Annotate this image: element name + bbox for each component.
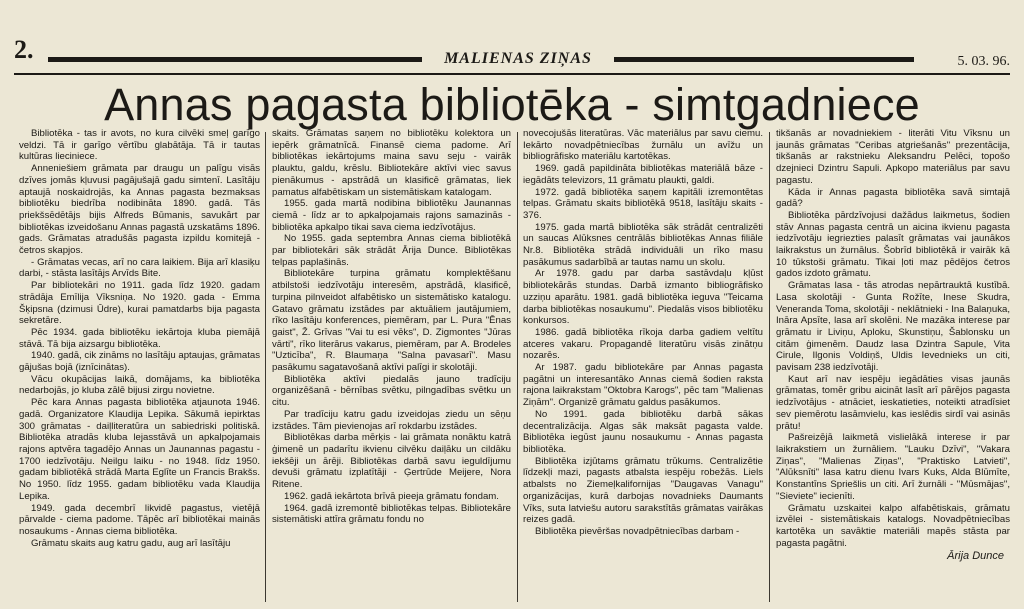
paragraph: Anneniešiem grāmata par draugu un palīgu visās dzīves jomās kļuvusi pagājušajā gadu simtenī. Lasītāju aptaujā noskaidrojās, ka Annas pagasta bezmaksas bibliotēku biedrība nodibināta 1890. gadā. Tās priekšsēdētājs bijis Alfreds Būmanis, savukārt par bibliotēkas izveidošanu Annas pagastā uzskatāms 1896. gads. Grāmatas atradušās pagasta izpildu komitejā - četros skapjos.	[19, 163, 260, 257]
paragraph: Kāda ir Annas pagasta bibliotēka savā simtajā gadā?	[776, 186, 1010, 210]
paragraph: Grāmatu uzskaitei kalpo alfabētiskais, grāmatu izvēlei - sistemātiskais katalogs. Novadpētniecības kartotēka un savāktie materiāli mapēs stāsta par pagasta pagātni.	[776, 502, 1010, 549]
article-column-4	[776, 128, 1010, 609]
paragraph: Pēc kara Annas pagasta bibliotēka atjaunota 1946. gadā. Organizatore Klaudija Lepika. Sākumā iepirktas 300 grāmatas - daiļliteratūra un sabiedriski politiskā. Bibliotēka atradās kluba lejasstāvā un apkalpojamais rajons aptvēra tagadējo Annas un Jaunannas pagastu - 1700 iedzīvotāju. Neilgu laiku - no 1948. līdz 1950. gadam bibliotēkā strādā Marta Eglīte un Francis Brakšs. No 1950. līdz 1955. gadam bibliotēku vada Klaudija Lepika.	[19, 397, 260, 502]
paragraph: Bibliotekāre turpina grāmatu komplektēšanu atbilstoši iedzīvotāju interesēm, apstrādā, klasificē, turpina pilnveidot alfabētisko un sistemātisko katalogu. Gatavo grāmatu izstādes par aktuāliem jautājumiem, rīko lasītāju konferences, piemēram, par L. Pura "Ēnas gaist", Ž. Grīvas "Vai tu esi vēks", D. Zigmontes "Jūras vārti", rīko literārus vakarus, piemēram, par A. Brodeles "Uzticība", R. Blaumaņa "Salna pavasarī". Masu pasākumu sagatavošanā aktīvi palīgi ir skolotāji.	[272, 268, 511, 374]
paragraph: Bibliotēkas darba mērķis - lai grāmata nonāktu katrā ģimenē un padarītu ikvienu cilvēku daiļāku un cildāku iekšēji un ārēji. Bibliotēkas darbā savu ieguldījumu devuši grāmatu izplatītāji - Ģertrūde Meijere, Nora Ritene.	[272, 432, 511, 491]
author-signature: Ārija Dunce	[947, 550, 1004, 563]
masthead	[0, 0, 1024, 78]
article-column-2	[272, 128, 511, 609]
paragraph: Pašreizējā laikmetā vislielākā interese ir par laikrakstiem un žurnāliem. "Lauku Dzīvi", "Vakara Ziņas", "Malienas Ziņas", "Praktisko Latvieti", "Alūksnīti" lasa katru dienu Ivars Kuks, Alda Blūmīte, Konstantīns Spriešlis un citi. Arī žurnāli - "Mūsmājas", "Sieviete" iecienīti.	[776, 432, 1010, 502]
paragraph: - Grāmatas vecas, arī no cara laikiem. Bija arī klasiķu darbi, - stāsta lasītājs Arvīds Bite.	[19, 256, 260, 280]
newspaper-name: MALIENAS ZIŅAS	[444, 50, 592, 67]
paragraph: skaits. Grāmatas saņem no bibliotēku kolektora un iepērk grāmatnīcā. Finansē ciema padome. Arī bibliotēkas iekārtojums maina savu seju - vairāk plauktu, galdu, krēslu. Bibliotekāre aktīvi viec savus pienākumus - apstrādā un klasificē grāmatas, liek pamatus alfabētiskam un sistemātiskam katalogam.	[272, 128, 511, 198]
paragraph: Ar 1978. gadu par darba sastāvdaļu kļūst bibliotekārās stundas. Darbā izmanto bibliogrāfisko uzziņu aparātu. 1981. gadā bibliotēka ieguva "Teicama darba bibliotēkas nosaukumu". Piedalās visos bibliotēku konkursos.	[523, 268, 763, 327]
paragraph: No 1955. gada septembra Annas ciema bibliotēkā par bibliotekāri sāk strādāt Ārija Dunce. Bibliotēkas telpas paplašinās.	[272, 233, 511, 268]
paragraph: Bibliotēka - tas ir avots, no kura cilvēki smeļ garīgo veldzi. Tā ir garīgo vērtību glabātāja. Tā ir tautas kultūras lieciniece.	[19, 128, 260, 163]
masthead-underline	[14, 73, 1010, 75]
paragraph: Vācu okupācijas laikā, domājams, ka bibliotēka nedarbojās, jo kluba zālē bijusi zirgu novietne.	[19, 373, 260, 397]
paragraph: Bibliotēka aktīvi piedalās jauno tradīciju organizēšanā - bērnības svētku, pilngadības svētku un citu.	[272, 373, 511, 409]
paragraph: No 1991. gada bibliotēku darbā sākas decentralizācija. Algas sāk maksāt pagasta valde. Bibliotēka iegūst jaunu nosaukumu - Annas pagasta bibliotēka.	[523, 408, 763, 455]
paragraph: Par bibliotekāri no 1911. gada līdz 1920. gadam strādāja Emīlija Vīksniņa. No 1920. gada - Emma Šķipsna (dzimusi Ūdre), kurai pamatdarbs bija pagasta sekretāre.	[19, 280, 260, 327]
paragraph: 1969. gadā papildināta bibliotēkas materiālā bāze - iegādāts televizors, 11 grāmatu plaukti, galdi.	[523, 163, 763, 186]
article-column-1	[19, 128, 260, 609]
paragraph: Grāmatu skaits aug katru gadu, aug arī lasītāju	[31, 537, 231, 549]
paragraph: Par tradīciju katru gadu izveidojas ziedu un sēņu izstādes. Tām pievienojas arī rokdarbu izstādes.	[272, 408, 511, 432]
paragraph: tikšanās ar novadniekiem - literāti Vitu Vīksnu un jaunās grāmatas "Ceribas atgriešanās" prezentācija, tikšanās ar rakstnieku Aleksandru Pelēci, topošo dzejnieci Dzintru Sapuli. Apkopo materiālus par savu pagastu.	[776, 128, 1010, 186]
paragraph: novecojušās literatūras. Vāc materiālus par savu ciemu. Iekārto novadpētniecības žurnālu un avīžu un bibliogrāfisko materiālu kartotēkas.	[523, 128, 763, 163]
paragraph: 1962. gadā iekārtota brīvā pieeja grāmatu fondam.	[284, 490, 499, 502]
article-column-3	[523, 128, 763, 609]
paragraph: 1972. gadā bibliotēka saņem kapitāli izremontētas telpas. Grāmatu skaits bibliotēkā 9518, lasītāju skaits - 376.	[523, 186, 763, 221]
paragraph: Pēc 1934. gada bibliotēku iekārtoja kluba piemājā stāvā. Tā bija aizsargu bibliotēka.	[19, 326, 260, 350]
article-headline: Annas pagasta bibliotēka - simtgadniece	[104, 79, 920, 130]
paragraph: Ar 1987. gadu bibliotekāre par Annas pagasta pagātni un interesantāko Annas ciemā šodien raksta rajona laikrakstam "Oktobra Karogs", pēc tam "Malienas Ziņām". Organizē grāmatu galdus pasākumos.	[523, 362, 763, 409]
paragraph: 1964. gadā izremontē bibliotēkas telpas. Bibliotekāre sistemātiski attīra grāmatu fondu no	[272, 502, 511, 526]
masthead-rule-right	[614, 57, 914, 62]
paragraph: 1940. gadā, cik zināms no lasītāju aptaujas, grāmatas gājušas bojā (iznīcinātas).	[19, 350, 260, 374]
paragraph: Kaut arī nav iespēju iegādāties visas jaunās grāmatas, tomēr gribu aicināt lasīt arī pārējos pagasta iedzīvotājus - atnāciet, ieskatieties, noteikti atradīsiet sev piemērotu lasāmvielu, kas ieslēdis sirdī vai asinās prātu!	[776, 373, 1010, 432]
paragraph: Bibliotēka izjūtams grāmatu trūkums. Centralizētie līdzekļi mazi, pagasts atbalsta iespēju robežās. Liels atbalsts no Ziemeļkalifornijas "Daugavas Vanagu" organizācijas, kurā darbojas novadnieks Daumants Vīks, suta latviešu autoru sarakstītās grāmatas vairākas reizes gadā.	[523, 455, 763, 526]
paragraph: Bibliotēka pievēršas novadpētniecības darbam -	[535, 525, 740, 537]
paragraph: 1949. gada decembrī likvidē pagastus, vietējā pārvalde - ciema padome. Tāpēc arī bibliotēkai mainās nosaukums - Annas ciema bibliotēka.	[19, 502, 260, 537]
paragraph: Bibliotēka pārdzīvojusi dažādus laikmetus, šodien stāv Annas pagasta centrā un aicina ikvienu pagasta iedzīvotāju iegriezties palasīt grāmatas vai jaunākos laikrakstus un žurnālus. Šobrīd bibliotēkā ir vairāk kā 10 tūkstoši grāmatu. Tikai ļoti maz pēdējos četros gados izdoto grāmatu.	[776, 209, 1010, 280]
paragraph: 1955. gada martā nodibina bibliotēku Jaunannas ciemā - līdz ar to apkalpojamais rajons samazinās - bibliotēka apkalpo tikai sava ciema iedzīvotājus.	[272, 198, 511, 233]
page-number: 2.	[14, 35, 34, 64]
paragraph: 1975. gada martā bibliotēka sāk strādāt centralizēti un saucas Alūksnes centrālās bibliotēkas Annas filiāle Nr.8. Bibliotēka strādā individuāli un rīko masu pasākumus sadarbībā ar tautas namu un skolu.	[523, 221, 763, 268]
issue-date: 5. 03. 96.	[957, 54, 1010, 69]
paragraph: 1986. gadā bibliotēka rīkoja darba gadiem veltītu atceres vakaru. Propagandē literatūru visās zinātņu nozarēs.	[523, 326, 763, 362]
masthead-rule-left	[48, 57, 422, 62]
paragraph: Grāmatas lasa - tās atrodas nepārtrauktā kustībā. Lasa skolotāji - Gunta Rožīte, Inese Skudra, Veneranda Toma, skolotāji - neklātnieki - Ina Balaņuka, Ināra Apsīte, lasa arī skolēni. Ne mazāka interese par grāmatu ir Liviņu, Aploku, Skunstiņu, Šablonsku un citām ģimenēm. Daudz lasa Dzintra Sapule, Vita Cirule, Ilgonis Voldiņš, Uldis Ievednieks un citi, pavisam 238 iedzīvotāji.	[776, 280, 1010, 374]
article-body	[0, 128, 1024, 609]
